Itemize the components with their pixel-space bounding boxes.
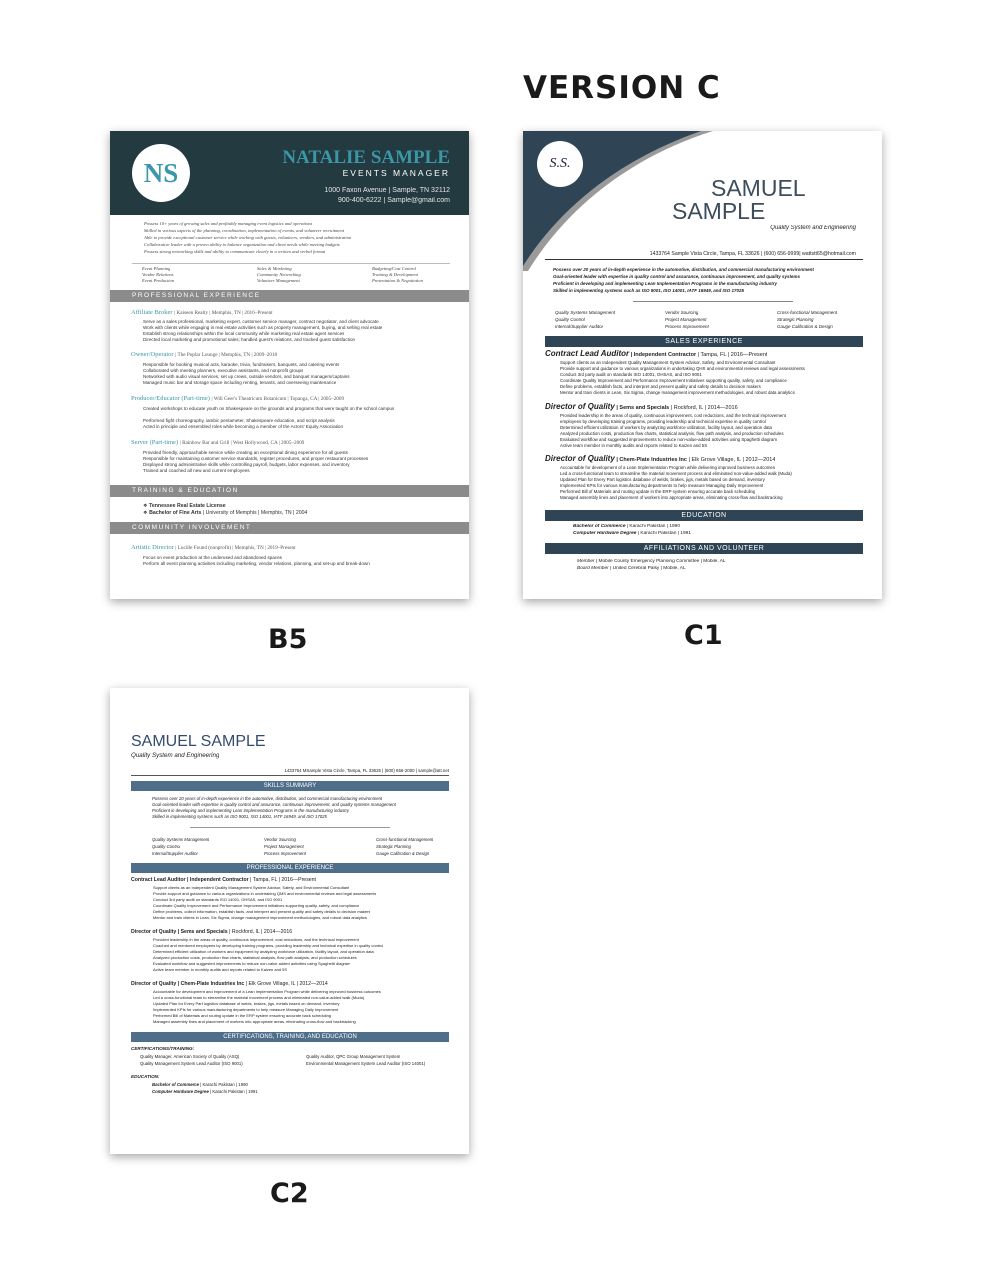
resume-header bbox=[110, 131, 469, 215]
caption-c2: C2 bbox=[270, 1178, 309, 1209]
job-role: Server (Part-time) bbox=[131, 439, 179, 446]
summary-line: ✔ Possess over 20 years of in-depth experience in the automotive, distribution, and commercial manufacturing environment bbox=[152, 796, 382, 801]
section-bar-experience: SALES EXPERIENCE bbox=[545, 336, 863, 347]
job-company: | Independent Contractor bbox=[630, 352, 697, 358]
skill-item: Internal/Supplier Auditor bbox=[555, 324, 604, 329]
job-bullet: • Implemented KPIs for various manufacturing departments to help measure Managing Daily Improvement bbox=[153, 1007, 338, 1012]
divider bbox=[131, 775, 449, 776]
job-bullet: • Implemented KPIs for various manufacturing departments to help measure Managing Daily Improvement bbox=[560, 483, 763, 488]
section-bar-experience: PROFESSIONAL EXPERIENCE bbox=[131, 863, 449, 873]
job-bullet: • Performed Bill of Materials and routing update in the ERP system ensuring accurate back scheduling bbox=[560, 489, 755, 494]
job-role: Owner/Operator bbox=[131, 351, 174, 358]
skill-item: Gauge Calibration & Design bbox=[777, 324, 833, 329]
job-role: Contract Lead Auditor bbox=[131, 877, 186, 883]
skill-item: Strategic Planning bbox=[777, 317, 814, 322]
resume-contact: 1433764 MSample Vista Circle, Tampa, FL 33626 | (600) 656-2000 | sample@att.net bbox=[284, 768, 449, 773]
job-bullet: • Analyzed production costs, production flow charts, statistical analysis, flow path analysis, and production schedules bbox=[560, 431, 784, 436]
summary-block bbox=[132, 217, 450, 264]
job-bullet: • Managed music bar and storage space including renting, tenants, and overseeing maintenance bbox=[143, 380, 336, 385]
job-bullet: • Provided leadership in the areas of quality, continuous improvement, cost reductions, and the technical improvement bbox=[560, 413, 786, 418]
job-bullet: • Accountable for development of a Lean Implementation Program while delivering improved business outcomes bbox=[560, 465, 775, 470]
version-heading: VERSION C bbox=[523, 70, 721, 106]
job-bullet: • Updated Plan for Every Part logistics database of welds, brakes, jigs, metals based on demand, inventory bbox=[560, 477, 765, 482]
job-bullet: • Accountable for development and improvement of a Lean Implementation Program while delivering improved business outcomes bbox=[153, 989, 381, 994]
job-heading bbox=[131, 351, 277, 358]
job-bullet: • Determined efficient utilization of workers and equipment by analyzing workforce utilization, facility layout, and operation data bbox=[153, 949, 374, 954]
job-bullet: • Serve as a sales professional, marketing expert, customer service manager, contract negotiator, and client advocate bbox=[143, 319, 379, 324]
job-meta: | Elk Grove Village, IL | 2012—2014 bbox=[686, 457, 776, 463]
education-item bbox=[152, 1082, 248, 1087]
education-detail: | University of Memphis | Memphis, TN | 2004 bbox=[201, 510, 308, 516]
job-company: | The Poplar Lounge | Memphis, TN | 2009–2018 bbox=[175, 352, 278, 358]
resume-contact: 900-400-6222 | Sample@gmail.com bbox=[337, 197, 450, 204]
skill-item: • Quality Control bbox=[152, 844, 180, 849]
job-bullet: • Conduct 3rd party audit on standards ISO 14001, OHSAS, and ISO 9001 bbox=[153, 897, 282, 902]
divider bbox=[190, 827, 390, 828]
job-bullet: • Responsible for booking musical acts, karaoke, trivia, fundraisers, banquets, and catering events bbox=[143, 362, 339, 367]
job-bullet: • Focus on event production at the underused and abandoned spaces bbox=[143, 555, 282, 560]
job-bullet: • Directed local marketing and promotional sales; handled guest's relations, and tracked guest satisfaction bbox=[143, 337, 355, 342]
affiliation-item bbox=[577, 559, 726, 564]
job-company: | Sems and Specials bbox=[616, 405, 670, 411]
certification-item: ✔ Quality Management System Lead Auditor (ISO 9001) bbox=[140, 1061, 243, 1066]
caption-b5: B5 bbox=[268, 624, 308, 655]
affiliation-org: | United Cerebral Palsy | Mobile, AL bbox=[608, 566, 686, 571]
skill-item: • Process Improvement bbox=[264, 851, 306, 856]
summary-line: ✔ Goal-oriented leader with expertise in quality control and assurance, continuous improvement, and quality systems bbox=[553, 274, 800, 279]
job-heading bbox=[131, 981, 328, 987]
section-bar-affiliations: AFFILIATIONS AND VOLUNTEER bbox=[545, 543, 863, 554]
skill-item: • Quality Systems Management bbox=[152, 837, 209, 842]
resume-address: 1000 Faxon Avenue | Sample, TN 32112 bbox=[324, 187, 450, 194]
skill-item: Cross-functional Management bbox=[777, 310, 838, 315]
job-meta: | Tampa, FL | 2016—Present bbox=[248, 877, 317, 883]
job-bullet: • Analyzed production costs, production flow charts, statistical analysis, flow path analysis, and production schedules bbox=[153, 955, 357, 960]
summary-line: ✔ Skilled in implementing systems such as ISO 9001, ISO 14001, IATF 16949, and ISO 17025 bbox=[553, 288, 744, 293]
job-role: Contract Lead Auditor bbox=[545, 349, 630, 358]
skill-item: Training & Development bbox=[372, 272, 418, 277]
section-bar-experience: PROFESSIONAL EXPERIENCE bbox=[110, 290, 469, 302]
job-heading bbox=[131, 309, 273, 316]
skill-item: Quality Control bbox=[555, 317, 585, 322]
signature-monogram: S.S. bbox=[537, 141, 583, 187]
education-degree: Bachelor of Commerce bbox=[152, 1082, 200, 1087]
certification-item: ✔ Quality Auditor, QPC Group Management System bbox=[306, 1054, 400, 1059]
education-school: | Karachi Pakistan | 1990 bbox=[199, 1082, 248, 1087]
job-bullet: • Define problems, establish facts, and interpret and present quality and safety details to decision makers bbox=[560, 384, 761, 389]
name-line-2: SAMPLE bbox=[672, 198, 766, 224]
skill-item: Vendor Relations bbox=[142, 272, 174, 277]
skill-item: Volunteer Management bbox=[257, 278, 300, 283]
affiliation-org: | Mobile County Emergency Planning Committee | Mobile, AL bbox=[594, 559, 726, 564]
skill-item: • Strategic Planning bbox=[376, 844, 411, 849]
education-item bbox=[573, 524, 680, 529]
summary-line: Able to provide exceptional customer service while working with guests, volunteers, vendors, and administration bbox=[144, 235, 352, 240]
job-bullet: • Provide support and guidance to various organizations in undertaking QMS and environmental reviews and legal assessments bbox=[153, 891, 376, 896]
summary-line: Skilled in various aspects of the planning, coordination, implementation of events, and volunteer recruitment bbox=[144, 228, 344, 233]
job-meta: | Tampa, FL | 2016—Present bbox=[696, 352, 768, 358]
job-company: | Will Geer's Theatricum Botanicum | Topanga, CA | 2005–2009 bbox=[211, 396, 345, 402]
job-bullet: • Provided leadership in the areas of quality, continuous improvement, cost reductions, and the technical improvement bbox=[153, 937, 359, 942]
job-heading bbox=[131, 439, 304, 446]
skill-item: • Vendor Sourcing bbox=[264, 837, 296, 842]
job-meta: | Elk Grove Village, IL | 2012—2014 bbox=[244, 981, 328, 987]
job-meta: | Rockford, IL | 2014—2016 bbox=[227, 929, 293, 935]
skill-item: Quality Systems Management bbox=[555, 310, 616, 315]
certification-item: ✔ Quality Manager, American Society of Quality (ASQ) bbox=[140, 1054, 239, 1059]
job-company: | Rainbow Bar and Grill | West Hollywood, CA | 2005–2009 bbox=[179, 440, 305, 446]
section-bar-training: TRAINING & EDUCATION bbox=[110, 485, 469, 497]
job-heading bbox=[131, 929, 292, 935]
certifications-label: CERTIFICATIONS/TRAINING: bbox=[131, 1046, 195, 1051]
resume-name: NATALIE SAMPLE bbox=[282, 147, 450, 168]
job-heading bbox=[131, 877, 316, 883]
job-heading bbox=[545, 454, 775, 463]
affiliation-item bbox=[577, 566, 686, 571]
job-bullet: • Performed fight choreography, iambic pentameter, Shakespeare education, and script analysis bbox=[143, 418, 335, 423]
job-bullet: • Created workshops to educate youth on Shakespeare on the grounds and programs that were taught on the school campus bbox=[143, 406, 394, 411]
job-role: Producer/Educator (Part-time) bbox=[131, 395, 210, 402]
summary-line: ✔ Skilled in implementing systems such as ISO 9001, ISO 14001, IATF 16949, and ISO 17025 bbox=[152, 814, 327, 819]
job-heading bbox=[131, 395, 344, 402]
job-company: | Chem-Plate Industries Inc bbox=[616, 457, 687, 463]
job-bullet: • Responsible for maintaining customer service standards, register procedures, and proper restaurant processes bbox=[143, 456, 368, 461]
job-bullet: • Displayed strong administrative skills while controlling payroll, budgets, labor expenses, and inventory bbox=[143, 462, 350, 467]
education-title: Tennessee Real Estate License bbox=[149, 503, 226, 509]
job-bullet: • Managed assembly lines and placement of workers into appropriate areas, eliminating cross-flow and backtracking bbox=[560, 495, 783, 500]
job-company: | Lucille Found (nonprofit) | Memphis, TN | 2019–Present bbox=[175, 545, 296, 551]
job-bullet: • Acted in principle and ensembled roles while becoming a member of the Actors' Equity Association bbox=[143, 424, 343, 429]
job-bullet: • Updated Plan for Every Part logistics database of welds, brakes, jigs, metals based on demand, inventory bbox=[153, 1001, 340, 1006]
skill-item: • Gauge Calibration & Design bbox=[376, 851, 429, 856]
resume-title: EVENTS MANAGER bbox=[342, 168, 450, 178]
summary-line: Collaborative leader with a proven ability to balance organization and client needs while meeting budgets bbox=[144, 242, 340, 247]
job-bullet: • Active team member in monthly audits and reports related to Kaizen and 5S bbox=[560, 443, 707, 448]
job-bullet: • Perform all event planning activities including marketing, vendor relations, planning, and set-up and break-down bbox=[143, 561, 370, 566]
resume-name: SAMUEL SAMPLE bbox=[131, 733, 266, 750]
summary-line: Possess 10+ years of growing sales and profitably managing event logistics and operations bbox=[144, 221, 313, 226]
job-heading bbox=[131, 544, 296, 551]
job-heading bbox=[545, 349, 767, 358]
job-bullet: • Support clients as an Independent Quality Management System Advisor, Safety, and Environmental Consultant bbox=[560, 360, 775, 365]
job-bullet: • Networked with audio visual services, set up crews, outside vendors, and banquet managers/captains bbox=[143, 374, 350, 379]
job-role: Director of Quality bbox=[131, 929, 177, 935]
skill-item: Vendor Sourcing bbox=[665, 310, 699, 315]
education-school: | Karachi Pakistan | 1990 bbox=[625, 524, 681, 529]
job-company: | Kaiseen Realty | Memphis, TN | 2016–Present bbox=[174, 310, 273, 316]
job-bullet: • Active team member in monthly audits and reports related to Kaizen and 5S bbox=[153, 967, 287, 972]
caption-c1: C1 bbox=[684, 620, 723, 651]
resume-subtitle: Quality System and Engineering bbox=[770, 225, 856, 231]
job-role: Artistic Director bbox=[131, 544, 174, 551]
resume-contact: 1433764 Sample Vista Circle, Tampa, FL 33626 | (600) 656-9999| wattstt65@hotmail.com bbox=[649, 251, 856, 257]
section-bar-community: COMMUNITY INVOLVEMENT bbox=[110, 522, 469, 534]
job-company: | Sems and Specials bbox=[176, 929, 228, 935]
resume-b5[interactable] bbox=[110, 131, 469, 599]
job-bullet: • Support clients as an Independent Quality Management System Advisor, Safety, and Environmental Consultant bbox=[153, 885, 349, 890]
education-degree: Computer Hardware Degree bbox=[573, 531, 637, 536]
skill-item: Presentation & Negotiation bbox=[372, 278, 423, 283]
job-bullet: • Coordinate Quality Improvement and Performance Improvement initiatives supporting quality, safety, and compliance bbox=[153, 903, 359, 908]
divider bbox=[545, 259, 863, 260]
job-company: | Chem-Plate Industries Inc bbox=[176, 981, 245, 987]
certification-item: ✔ Environmental Management System Lead Auditor (ISO 14001) bbox=[306, 1061, 425, 1066]
job-bullet: • Trained and coached all new and current employees bbox=[143, 468, 250, 473]
education-school: | Karachi Pakistan | 1991 bbox=[636, 531, 691, 536]
job-role: Director of Quality bbox=[545, 454, 615, 463]
job-bullet: • Coached and mentored employees by developing training programs, providing leadership and technical expertise in quality control bbox=[153, 943, 383, 948]
job-bullet: • Collaborated with meeting planners, executive assistants, and nonprofit groups bbox=[143, 368, 303, 373]
skill-item: Budgeting/Cost Control bbox=[372, 266, 416, 271]
skill-item: Sales & Marketing bbox=[257, 266, 292, 271]
skill-item: Community Networking bbox=[257, 272, 301, 277]
job-bullet: • Led a cross-functional team to streamline the material movement process and eliminated non-value-added walk (Muda) bbox=[560, 471, 792, 476]
education-school: | Karachi Pakistan | 1991 bbox=[208, 1089, 258, 1094]
skill-item: Event Production bbox=[142, 278, 175, 283]
job-bullet: • Work with clients while engaging in real estate activities such as property management, buying, and selling real estate bbox=[143, 325, 382, 330]
education-item bbox=[152, 1089, 258, 1094]
job-company: | Independent Contractor bbox=[185, 877, 249, 883]
summary-line: ✔ Goal-oriented leader with expertise in quality control and assurance, continuous improvement, and quality systems management bbox=[152, 802, 396, 807]
summary-line: ✔ Possess over 20 years of in-depth experience in the automotive, distribution, and commercial manufacturing environment bbox=[553, 267, 814, 272]
job-bullet: • Led a cross-functional team to streamline the material movement process and eliminated non-value-added walk (Muda) bbox=[153, 995, 364, 1000]
resume-c1[interactable] bbox=[523, 131, 882, 599]
section-bar-certifications: CERTIFICATIONS, TRAINING, AND EDUCATION bbox=[131, 1032, 449, 1042]
affiliation-role: Board Member bbox=[577, 566, 609, 571]
skill-item: Process Improvement bbox=[665, 324, 709, 329]
job-role: Affiliate Broker bbox=[131, 309, 173, 316]
job-bullet: • Mentor and train clients in Lean, Six Sigma, change management improvement methodologies, and robust data analytics bbox=[153, 915, 367, 920]
resume-subtitle: Quality System and Engineering bbox=[131, 752, 220, 759]
summary-line: ✔ Proficient in developing and implementing Lean Implementation Programs in the manufacturing industry bbox=[553, 281, 777, 286]
skill-item: • Internal/Supplier Auditor bbox=[152, 851, 198, 856]
section-bar-skills: SKILLS SUMMARY bbox=[131, 781, 449, 791]
job-bullet: • Coordinate Quality Improvement and Performance Improvement Initiatives supporting quality, safety, and compliance bbox=[560, 378, 787, 383]
monogram-logo bbox=[132, 144, 190, 202]
monogram-text: NS bbox=[143, 157, 179, 188]
skill-item: • Project Management bbox=[264, 844, 304, 849]
job-bullet: • Performed Bill of Materials and routing update in the ERP system ensuring accurate back scheduling bbox=[153, 1013, 331, 1018]
skill-item: • Cross-functional Management bbox=[376, 837, 433, 842]
job-bullet: • Conduct 3rd party audit on standards ISO 14001, OHSAS, and ISO 9001 bbox=[560, 372, 702, 377]
job-bullet: • Mentor and train clients in Lean, Six Sigma, change management improvement methodologies, and robust data analytics bbox=[560, 390, 795, 395]
divider bbox=[633, 301, 793, 302]
job-role: Director of Quality bbox=[131, 981, 177, 987]
job-bullet: • Establish strong relationships within the local community while marketing real estate agent services bbox=[143, 331, 344, 336]
resume-c2[interactable] bbox=[110, 688, 469, 1154]
job-bullet: • Determined efficient utilization of workers by analyzing workforce utilization, facility layout, and operation data bbox=[560, 425, 772, 430]
job-meta: | Rockford, IL | 2014—2016 bbox=[669, 405, 738, 411]
skill-item: Event Planning bbox=[142, 266, 171, 271]
skill-item: Project Management bbox=[665, 317, 707, 322]
education-item: ❖ Bachelor of Fine Arts | University of Memphis | Memphis, TN | 2004 bbox=[143, 510, 308, 516]
job-bullet: • Managed assembly lines and placement of workers into appropriate areas, eliminating cross-flow and backtracking bbox=[153, 1019, 356, 1024]
summary-line: ✔ Proficient in developing and implementing Lean Implementation Programs in the manufacturing industry bbox=[152, 808, 349, 813]
job-heading bbox=[545, 402, 738, 411]
affiliation-role: Member bbox=[577, 559, 595, 564]
summary-line: Possess strong networking skills and ability to communicate clearly in a written and verbal format bbox=[144, 249, 326, 254]
job-bullet: • employees by developing training programs, providing leadership and technical expertise in quality control bbox=[560, 419, 766, 424]
education-item bbox=[573, 531, 691, 536]
section-bar-education: EDUCATION bbox=[545, 510, 863, 521]
job-bullet: • Evaluated workflow and suggested improvements to reduce non-value added activities using Spaghetti diagram bbox=[153, 961, 350, 966]
job-bullet: • Define problems, collect information, establish facts, and interpret and present quality and safety details to decision makers bbox=[153, 909, 370, 914]
education-degree: Computer Hardware Degree bbox=[152, 1089, 209, 1094]
job-bullet: • Provided friendly, approachable service while creating an exceptional dining experience for all guests bbox=[143, 450, 348, 455]
job-bullet: • Provide support and guidance to various organizations in undertaking QHS and environmental reviews and legal assessments bbox=[560, 366, 805, 371]
education-label: EDUCATION: bbox=[131, 1074, 160, 1079]
job-bullet: • Evaluated workflow and suggested improvements to reduce non-value-added activities using Spaghetti diagram bbox=[560, 437, 777, 442]
job-role: Director of Quality bbox=[545, 402, 615, 411]
name-line-1: SAMUEL bbox=[711, 175, 806, 201]
education-degree: Bachelor of Commerce bbox=[573, 524, 626, 529]
education-title: Bachelor of Fine Arts bbox=[149, 510, 202, 516]
education-item: ❖ Tennessee Real Estate License bbox=[143, 503, 226, 509]
